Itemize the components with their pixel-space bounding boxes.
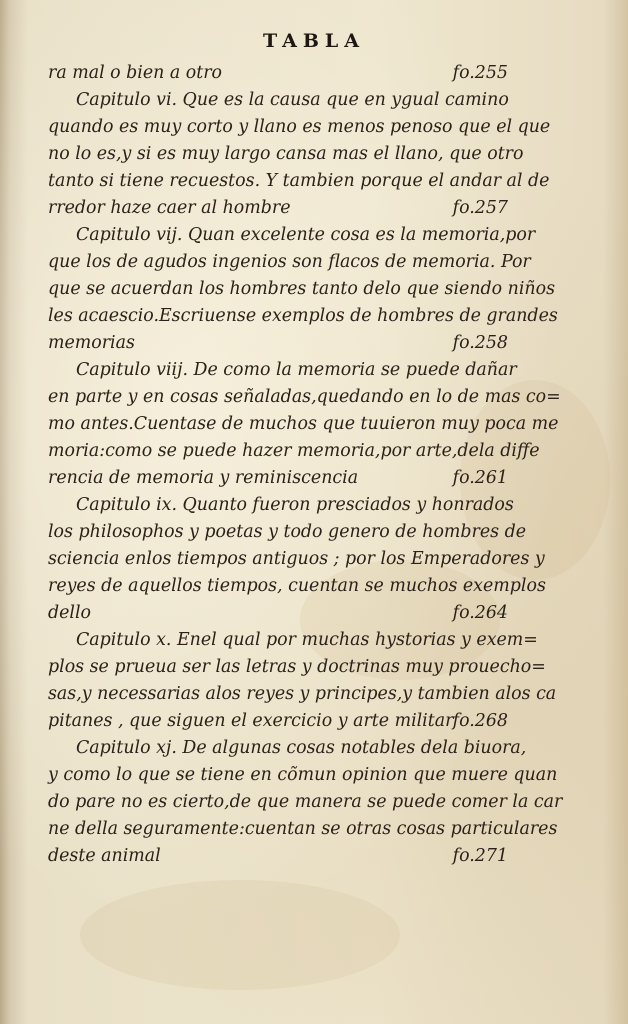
line-text: tanto si tiene recuestos. Y tambien porque el andar al de <box>48 171 550 191</box>
text-line <box>48 789 563 816</box>
line-text: pitanes , que siguen el exercicio y arte militar <box>48 711 454 731</box>
text-line <box>48 708 508 735</box>
line-text: quando es muy corto y llano es menos penoso que el que <box>48 117 551 137</box>
folio-reference: fo.261 <box>452 468 508 488</box>
line-text: deste animal <box>48 846 161 866</box>
line-text: ra mal o bien a otro <box>48 63 223 83</box>
line-text: les acaescio.Escriuense exemplos de hombres de grandes <box>48 306 558 326</box>
text-line <box>48 114 551 141</box>
text-line <box>48 519 527 546</box>
chapter-heading-line <box>48 627 538 654</box>
folio-reference: fo.257 <box>452 198 508 218</box>
text-line <box>48 168 550 195</box>
line-text: en parte y en cosas señaladas,quedando en lo de mas co= <box>48 387 561 407</box>
folio-reference: fo.258 <box>452 333 508 353</box>
line-text: Capitulo vi. Que es la causa que en ygual camino <box>76 90 509 110</box>
line-text: reyes de aquellos tiempos, cuentan se muchos exemplos <box>48 576 546 596</box>
text-line <box>48 276 556 303</box>
text-line <box>48 465 508 492</box>
line-text: Capitulo xj. De algunas cosas notables dela biuora, <box>76 738 527 758</box>
page-header: TABLA <box>262 30 365 52</box>
chapter-heading-line <box>48 222 536 249</box>
line-text: plos se prueua ser las letras y doctrinas muy prouecho= <box>48 657 546 677</box>
line-text: dello <box>48 603 92 623</box>
line-text: Capitulo ix. Quanto fueron presciados y honrados <box>76 495 514 515</box>
line-text: que los de agudos ingenios son flacos de memoria. Por <box>48 252 531 272</box>
text-line <box>48 762 558 789</box>
line-text: Capitulo x. Enel qual por muchas hystorias y exem= <box>76 630 538 650</box>
table-of-contents <box>48 60 563 870</box>
text-line <box>48 411 559 438</box>
folio-reference: fo.264 <box>452 603 508 623</box>
line-text: memorias <box>48 333 135 353</box>
line-text: Capitulo vij. Quan excelente cosa es la memoria,por <box>76 225 536 245</box>
chapter-heading-line <box>48 87 508 114</box>
chapter-heading-line <box>48 357 517 384</box>
line-text: y como lo que se tiene en cõmun opinion que muere quan <box>48 765 558 785</box>
text-line <box>48 546 545 573</box>
line-text: los philosophos y poetas y todo genero de hombres de <box>48 522 527 542</box>
line-text: sas,y necessarias alos reyes y principes,y tambien alos ca <box>48 684 557 704</box>
text-line <box>48 249 531 276</box>
text-line <box>48 843 508 870</box>
chapter-heading-line <box>48 735 527 762</box>
text-line <box>48 330 508 357</box>
line-text: moria:como se puede hazer memoria,por arte,dela diffe <box>48 441 540 461</box>
folio-reference: fo.271 <box>452 846 508 866</box>
line-text: rencia de memoria y reminiscencia <box>48 468 359 488</box>
line-text: rredor haze caer al hombre <box>48 198 291 218</box>
line-text: mo antes.Cuentase de muchos que tuuieron muy poca me <box>48 414 559 434</box>
line-text: sciencia enlos tiempos antiguos ; por los Emperadores y <box>48 549 545 569</box>
line-text: do pare no es cierto,de que manera se puede comer la car <box>48 792 563 812</box>
line-text: no lo es,y si es muy largo cansa mas el llano, que otro <box>48 144 524 164</box>
folio-reference: fo.268 <box>452 711 508 731</box>
text-line <box>48 60 508 87</box>
text-line <box>48 600 508 627</box>
line-text: que se acuerdan los hombres tanto delo que siendo niños <box>48 279 556 299</box>
text-line <box>48 681 557 708</box>
text-line <box>48 384 561 411</box>
text-line <box>48 195 508 222</box>
text-line <box>48 573 546 600</box>
text-line <box>48 438 540 465</box>
line-text: ne della seguramente:cuentan se otras cosas particulares <box>48 819 558 839</box>
line-text: Capitulo viij. De como la memoria se puede dañar <box>76 360 517 380</box>
text-line <box>48 816 558 843</box>
chapter-heading-line <box>48 492 514 519</box>
text-line <box>48 303 558 330</box>
folio-reference: fo.255 <box>452 63 508 83</box>
text-line <box>48 654 546 681</box>
text-line <box>48 141 524 168</box>
paper-stain <box>80 880 400 990</box>
